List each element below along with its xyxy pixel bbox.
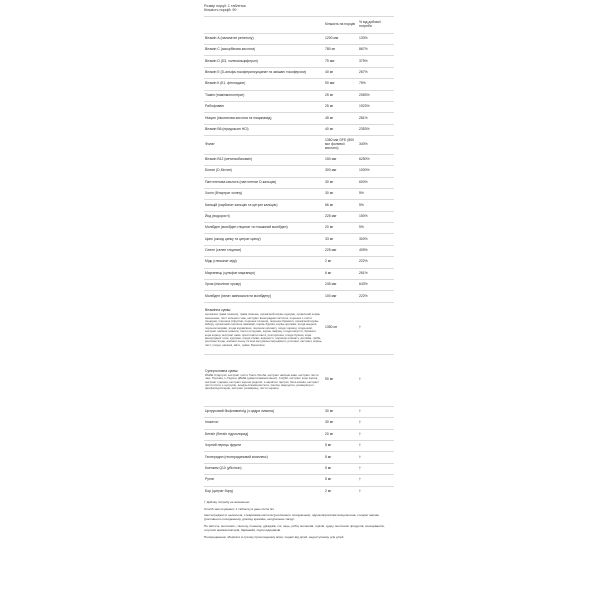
daily-value-cell: 2353% [358, 124, 394, 135]
amount-cell: 780 мг [324, 45, 358, 56]
amount-cell: 225 мкг [324, 245, 358, 256]
daily-value-cell: 300% [358, 234, 394, 245]
amount-cell: 5 мг [324, 475, 358, 486]
nutrient-name: Вітамін К (К1, фітонадіон) [205, 81, 246, 86]
amount-cell: 5 мг [324, 463, 358, 474]
table-row [204, 200, 394, 211]
nutrient-name: Селен (селен гліцинат) [205, 248, 242, 253]
note-paragraph: Спосіб застосування: 1 таблетку в день після їжі. [204, 506, 275, 511]
amount-cell: 300 мкг [324, 166, 358, 177]
amount-cell: 150 мкг [324, 154, 358, 165]
amount-cell: 100 мкг [324, 291, 358, 302]
daily-value-cell: † [358, 354, 394, 406]
table-row [204, 45, 394, 56]
amount-cell: 30 мг [324, 177, 358, 188]
nutrient-cell [204, 302, 324, 354]
nutrient-name: Рибофлавін [205, 104, 224, 109]
nutrient-cell [204, 45, 324, 56]
table-row [204, 124, 394, 135]
table-body [204, 33, 394, 497]
amount-cell: 2 мг [324, 257, 358, 268]
nutrient-name: Чорний перець фрукти [205, 443, 242, 448]
daily-value-cell: † [358, 302, 394, 354]
column-header-daily-value: % від добової потреби [358, 16, 394, 33]
nutrient-name: Молібден (хелат амінокислоти молібдену) [205, 293, 271, 298]
amount-cell: 1200 мкг [324, 33, 358, 44]
nutrient-name: Вітамін С (аскорбінова кислота) [205, 47, 256, 52]
nutrient-name: Інозитол [205, 420, 219, 425]
nutrient-cell [204, 291, 324, 302]
daily-value-cell: † [358, 475, 394, 486]
serving-size: Розмір порції: 1 таблетка [204, 4, 246, 8]
table-row [204, 429, 394, 440]
nutrient-cell [204, 136, 324, 155]
servings-per-container: Кількість порцій: 90 [204, 8, 237, 13]
daily-value-cell: 5% [358, 200, 394, 211]
nutrient-name: Коензим Q10 (убіхінон) [205, 466, 242, 470]
daily-value-cell: 222% [358, 291, 394, 302]
nutrient-cell [204, 67, 324, 78]
nutrient-cell [204, 177, 324, 188]
nutrient-cell [204, 223, 324, 234]
nutrient-cell [204, 406, 324, 417]
nutrient-name: Тіамін (тіамінмононітрат) [205, 92, 245, 97]
amount-cell: 90 мг [324, 354, 358, 406]
nutrient-cell [204, 124, 324, 135]
nutrient-cell [204, 211, 324, 222]
daily-value-cell: 267% [358, 67, 394, 78]
nutrient-cell [204, 234, 324, 245]
nutrient-cell [204, 33, 324, 44]
daily-value-cell: † [358, 463, 394, 474]
daily-value-cell: 261% [358, 268, 394, 279]
nutrient-cell [204, 475, 324, 486]
nutrient-name: Вітамін D (D3, холекальциферол) [205, 58, 258, 63]
nutrient-cell [204, 418, 324, 429]
daily-value-cell: † [358, 452, 394, 463]
daily-value-cell: 133% [358, 33, 394, 44]
note-paragraph: † Добову потребу не визначено [204, 499, 250, 504]
amount-cell: 5 мг [324, 440, 358, 451]
nutrient-name: Цинк (оксид цинку та цитрат цинку) [205, 236, 261, 241]
nutrient-name: Холін (бітартрат холіну) [205, 191, 243, 196]
table-row [204, 354, 394, 406]
table-row [204, 291, 394, 302]
note-paragraph: Не містить: молочних, глютену, пшениці, дріжджів, сої, яєць, риби, молюсків, горіхів, цукру, молочних продуктів, консервантів, штучних ароматизаторів, барвників, підсолоджувачів. [204, 523, 385, 532]
amount-cell: 1360 мкг DFE (800 мкг фолієвої кислоти) [324, 136, 358, 155]
amount-cell: 25 мг [324, 101, 358, 112]
amount-cell: 245 мкг [324, 280, 358, 291]
nutrient-name: Вітамін А (пальмітат ретинолу) [205, 35, 254, 40]
nutrient-cell [204, 56, 324, 67]
table-row [204, 33, 394, 44]
facts-table [204, 16, 394, 497]
nutrient-name: Рутин [205, 477, 215, 482]
daily-value-cell: 75% [358, 79, 394, 90]
table-row [204, 257, 394, 268]
daily-value-cell: 1000% [358, 166, 394, 177]
table-row [204, 101, 394, 112]
nutrient-name: Фолат [205, 141, 215, 146]
nutrient-name: Вітамін Е (D-альфа-токоферилсукцинат та змішані токофероли) [205, 70, 307, 75]
blend-ingredients: органічна трава пшениці, трава ячменю, органічний корінь куркуми, органічний корінь женьшеню, лист зеленого чаю, екстракт виноградних кісточок, порошок з листя люцерни, порошок спіруліни, порошок хлорели, порошок брокколі, органічний корінь імбиру, органічний порошок ламінарії, корінь буряка, корінь кропиви, ягода ацеролі, порошок моркви, ягода журавлини, порошок шпинату, ягода чорниці, ягода асаї, екстракт насіння граната, листя петрушки, корінь лакриці, плоди капусти, брокколі, кора кориці, екстракт кави, хрестоцвітні овочі, розторопша, плоди бузини, кора виноградної лози, куркума, плоди сливи, водорості, порошок шпинату, кропива, гриби, рослинні ягоди, насіння льону та інші натуральні інгредієнти, рослини, екстракт, корінь, лист, плоди, насіння, квіти, трави, Броколіни [205, 312, 323, 347]
nutrient-cell [204, 200, 324, 211]
table-row [204, 268, 394, 279]
daily-value-cell: 1923% [358, 101, 394, 112]
nutrient-cell [204, 154, 324, 165]
table-row [204, 406, 394, 417]
table-row [204, 440, 394, 451]
notes [204, 501, 394, 540]
column-header-nutrient [204, 16, 324, 33]
nutrient-cell [204, 440, 324, 451]
daily-value-cell: 5% [358, 188, 394, 199]
daily-value-cell: 6250% [358, 154, 394, 165]
daily-value-cell: 643% [358, 280, 394, 291]
amount-cell: 30 мг [324, 406, 358, 417]
nutrient-name: Цитрусовий біофлавоноїд (з цедри лимона) [205, 409, 275, 414]
amount-cell: 2 мг [324, 486, 358, 497]
nutrient-cell [204, 486, 324, 497]
amount-cell: 90 мкг [324, 79, 358, 90]
nutrient-cell [204, 463, 324, 474]
table-row [204, 211, 394, 222]
amount-cell: 66 мг [324, 200, 358, 211]
nutrient-name: Бетаїн (бетаїн гідрохлорид) [205, 431, 249, 436]
table-row [204, 418, 394, 429]
nutrient-name: Хром (піколінат хрому) [205, 282, 241, 287]
nutrient-cell [204, 429, 324, 440]
daily-value-cell: † [358, 418, 394, 429]
nutrient-cell [204, 268, 324, 279]
supplement-facts [204, 4, 394, 542]
amount-cell: 33 мг [324, 234, 358, 245]
daily-value-cell: 281% [358, 113, 394, 124]
nutrient-cell [204, 354, 324, 406]
note-paragraph: Інші інгредієнти: целюлоза, стеаринова кислота (рослинного походження), гідроксипропілметилцелюлоза, стеарат магнію (рослинного походження), діоксид кремнію, натуральна глазур. [204, 513, 379, 522]
nutrient-cell [204, 245, 324, 256]
blend-ingredients: DMAE бітартрат, екстракт листя Гінкго білоба, екстракт насіння кави, екстракт листя чаю, Тирозин, L-Таурин, ДМАЕ (диметиламіноетанол), CoQ10, екстракт кори кориці, екстракт гуарани, екстракт кореня родіоли, L-карнітин тартрат, бета-аланін, екстракт листя м'яти, L-цитрулін, альфа-ліпоєва кислота, лікопін, кверцетин, ресвератрол, фосфатидилсерин, екстракт розмарину, листя чорниці [205, 372, 319, 391]
amount-cell: 45 мг [324, 113, 358, 124]
nutrient-cell [204, 452, 324, 463]
column-header-amount: Кількість на порцію [324, 16, 358, 33]
table-row [204, 67, 394, 78]
daily-value-cell: † [358, 429, 394, 440]
note-paragraph: Попередження: зберігати в сухому прохолодному місці, подалі від дітей, недоступному для дітей. [204, 534, 345, 539]
daily-value-cell: 409% [358, 245, 394, 256]
nutrient-name: Молібден (молібден гліцинат та пташиний молібден) [205, 225, 288, 230]
nutrient-name: Ніацин (нікотинова кислота та ніацинамід) [205, 115, 272, 120]
table-row [204, 188, 394, 199]
nutrient-name: Марганець (сульфат марганцю) [205, 270, 256, 275]
nutrient-cell [204, 188, 324, 199]
amount-cell: 5 мг [324, 452, 358, 463]
nutrient-cell [204, 90, 324, 101]
table-row [204, 154, 394, 165]
amount-cell: 40 мг [324, 124, 358, 135]
table-row [204, 463, 394, 474]
daily-value-cell: 867% [358, 45, 394, 56]
daily-value-cell: 150% [358, 211, 394, 222]
table-row [204, 475, 394, 486]
table-row [204, 280, 394, 291]
nutrient-name: Гесперидин (гесперидиновий комплекс) [205, 454, 268, 459]
amount-cell: 20 мг [324, 429, 358, 440]
nutrient-cell [204, 257, 324, 268]
table-row [204, 245, 394, 256]
nutrient-name: Вітамін В12 (метилкобаламін) [205, 156, 253, 161]
nutrient-name: Пантотенова кислота (пантотенат D-кальцію) [205, 179, 277, 184]
table-row [204, 166, 394, 177]
nutrient-name: Бор (цитрат бору) [205, 488, 234, 493]
nutrient-name: Вітамін В6 (піридоксин HCl) [205, 126, 249, 131]
daily-value-cell: 375% [358, 56, 394, 67]
daily-value-cell: 340% [358, 136, 394, 155]
amount-cell: 75 мкг [324, 56, 358, 67]
nutrient-name: Суперголовна суміш: [205, 368, 239, 373]
daily-value-cell: † [358, 486, 394, 497]
table-row [204, 90, 394, 101]
table-row [204, 177, 394, 188]
daily-value-cell: 5% [358, 223, 394, 234]
nutrient-cell [204, 166, 324, 177]
nutrient-cell [204, 79, 324, 90]
nutrient-cell [204, 280, 324, 291]
nutrient-name: Кальцій (карбонат кальцію та цитрат кальцію) [205, 202, 278, 207]
daily-value-cell: 600% [358, 177, 394, 188]
amount-cell: 1350 мг [324, 302, 358, 354]
amount-cell: 20 мг [324, 223, 358, 234]
table-row [204, 223, 394, 234]
nutrient-cell [204, 101, 324, 112]
nutrient-name: Біотин (D-біотин) [205, 168, 232, 173]
daily-value-cell: 2083% [358, 90, 394, 101]
table-header-row [204, 16, 394, 33]
table-row [204, 113, 394, 124]
amount-cell: 25 мг [324, 90, 358, 101]
nutrient-name: Мідь (глюконат міді) [205, 259, 237, 264]
amount-cell: 40 мг [324, 67, 358, 78]
amount-cell: 30 мг [324, 418, 358, 429]
nutrient-cell [204, 113, 324, 124]
daily-value-cell: † [358, 406, 394, 417]
table-row [204, 452, 394, 463]
nutrient-name: Вітамінна суміш: [205, 308, 232, 313]
daily-value-cell: † [358, 440, 394, 451]
amount-cell: 6 мг [324, 268, 358, 279]
table-row [204, 56, 394, 67]
table-row [204, 136, 394, 155]
amount-cell: 30 мг [324, 188, 358, 199]
table-row [204, 234, 394, 245]
table-row [204, 486, 394, 497]
daily-value-cell: 222% [358, 257, 394, 268]
table-row [204, 79, 394, 90]
amount-cell: 225 мкг [324, 211, 358, 222]
table-row [204, 302, 394, 354]
nutrient-name: Йод (водорості) [205, 213, 230, 218]
